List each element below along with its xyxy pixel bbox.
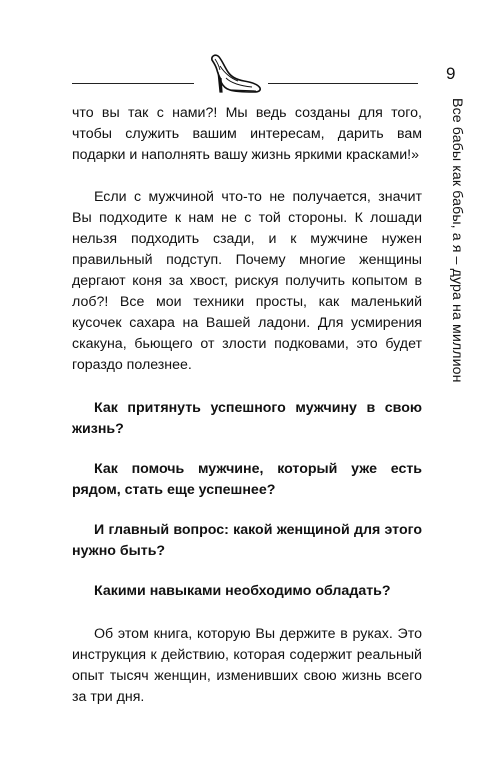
- high-heel-shoe-icon: [206, 48, 264, 94]
- question-3: И главный вопрос: какой женщиной для этого нужно быть?: [72, 522, 422, 559]
- spacer: [72, 562, 422, 581]
- question-1: Как притянуть успешного мужчину в свою жизнь?: [72, 400, 422, 437]
- question-2: Как помочь мужчине, который уже есть рядом, стать еще успешнее?: [72, 461, 422, 498]
- spacer: [72, 602, 422, 624]
- header-rule-right: [268, 83, 418, 84]
- question-4: Какими навыками необходимо обладать?: [94, 583, 391, 599]
- spacer: [72, 501, 422, 520]
- paragraph-2: Если с мужчиной что-то не получается, значит Вы подходите к нам не с той стороны. К лошади нельзя подходить сзади, и к мужчине нужен правильный подступ. Почему многие женщины дергают коня за хвост, рискуя получить копытом в лоб?! Все мои техники просты, как маленький кусочек сахара на Вашей ладони. Для усмирения скакуна, бьющего от злости подковами, это будет гораздо полезнее.: [72, 189, 422, 373]
- paragraph-3: Об этом книга, которую Вы держите в руках. Это инструкция к действию, которая содержит реальный опыт тысяч женщин, изменивших свою жизнь всего за три дня.: [72, 626, 422, 705]
- body-text: [72, 103, 422, 708]
- spacer: [72, 440, 422, 459]
- page-number: 9: [446, 64, 456, 83]
- running-title: Все бабы как бабы, а я – дура на миллион: [449, 98, 465, 383]
- spacer: [72, 376, 422, 398]
- header-rule-left: [72, 83, 194, 84]
- paragraph-1: что вы так с нами?! Мы ведь созданы для того, чтобы служить вашим интересам, дарить вам подарки и наполнять вашу жизнь яркими красками!»: [72, 105, 422, 163]
